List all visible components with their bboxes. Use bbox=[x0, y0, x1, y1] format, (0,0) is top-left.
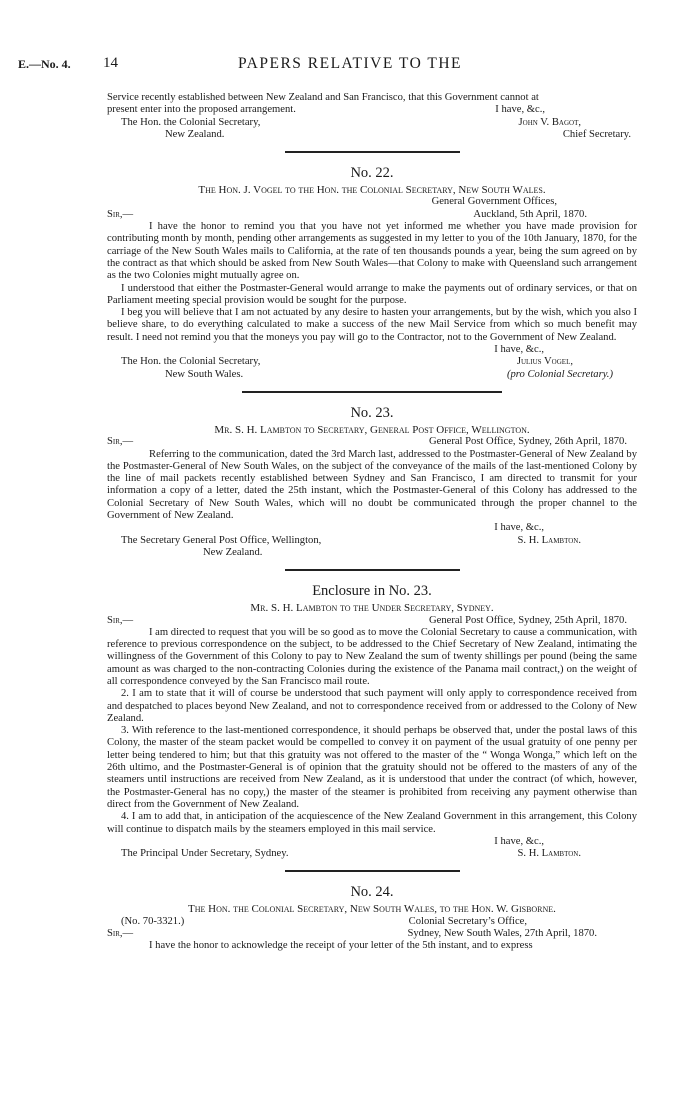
addressee: The Hon. the Colonial Secretary, bbox=[121, 116, 261, 128]
running-title: PAPERS RELATIVE TO THE bbox=[237, 55, 463, 72]
page-header bbox=[0, 55, 700, 75]
letter-no-23 bbox=[107, 405, 637, 559]
closing: I have, &c., bbox=[495, 104, 545, 116]
signatory-role: Chief Secretary. bbox=[562, 128, 631, 140]
letter-from-to: The Hon. J. Vogel to the Hon. the Colonial Secretary, New South Wales. bbox=[198, 184, 546, 197]
letter-date: General Post Office, Sydney, 26th April, 1870. bbox=[428, 436, 627, 448]
letter-office: Colonial Secretary’s Office, bbox=[408, 915, 527, 927]
section-divider bbox=[285, 569, 460, 571]
salutation: Sir,— bbox=[107, 208, 134, 220]
text-column bbox=[107, 92, 637, 953]
addressee-place: New South Wales. bbox=[165, 368, 244, 380]
letter-from-to: Mr. S. H. Lambton to Secretary, General Post Office, Wellington. bbox=[214, 423, 530, 436]
letter-date: General Post Office, Sydney, 25th April, 1870. bbox=[428, 614, 627, 626]
closing: I have, &c., bbox=[494, 522, 544, 534]
addressee-place: New Zealand. bbox=[165, 128, 225, 140]
letter-heading: No. 24. bbox=[350, 884, 394, 901]
letter-office: General Government Offices, bbox=[431, 196, 557, 208]
signatory: S. H. Lambton. bbox=[517, 534, 581, 546]
letter-from-to: Mr. S. H. Lambton to the Under Secretary, Sydney. bbox=[250, 602, 494, 615]
body-line: Service recently established between New Zealand and San Francisco, that this Government cannot at bbox=[107, 92, 539, 103]
letter-heading: No. 22. bbox=[350, 165, 394, 182]
addressee: The Principal Under Secretary, Sydney. bbox=[121, 848, 289, 860]
letter-heading: No. 23. bbox=[350, 404, 394, 421]
salutation: Sir,— bbox=[107, 928, 134, 940]
signatory: Julius Vogel, bbox=[516, 356, 573, 368]
letter-date: Auckland, 5th April, 1870. bbox=[473, 208, 587, 220]
paragraph: I have the honor to remind you that you have not yet informed me whether you have made provision for contributing month by month, pending other arrangements as suggested in my letter to you of the 10th January, 1870, for the carriage of the New South Wales mails to California, at the rate of ten thousands pounds a year, being the sum agreed on by the contract as that which should be asked from New South Wales—that Colony to make with Queensland such arrangement as the two Colonies might mutually agree on. bbox=[107, 221, 637, 282]
paragraph: I have the honor to acknowledge the receipt of your letter of the 5th instant, and to express bbox=[149, 940, 533, 952]
salutation: Sir,— bbox=[107, 614, 134, 626]
paragraph: 4. I am to add that, in anticipation of the acquiescence of the New Zealand Government in this arrangement, this Colony will continue to dispatch mails by the steamers employed in this mail service. bbox=[107, 811, 637, 835]
addressee: The Hon. the Colonial Secretary, bbox=[121, 356, 261, 368]
paragraph: 3. With reference to the last-mentioned correspondence, it should perhaps be observed that, under the postal laws of this Colony, the master of the steam packet would be compelled to convey it on payment of the usual gratuity of one penny per letter being tendered to him; but that this gratuity was not offered to the master of the “ Wonga Wonga,” which left on the 26th ultimo, and the Postmaster-General is of opinion that the gratuity should not be offered to the masters of any of the steamers until instructions are received from New Zealand, as it is understood that under the contract (of which, however, the Postmaster-General has no copy,) the master of the steamer is prohibited from receiving any payment otherwise than direct from the Government of New Zealand. bbox=[107, 725, 637, 810]
page-number: 14 bbox=[103, 55, 118, 71]
document-reference: E.—No. 4. bbox=[18, 57, 71, 71]
paragraph: Referring to the communication, dated the 3rd March last, addressed to the Postmaster-General of New Zealand by the Postmaster-General of New South Wales, on the subject of the conveyance of the mails of the last-mentioned Colony by the line of mail packets recently established between Sydney and San Francisco, I am directed to transmit for your information a copy of a letter, dated the 25th instant, which the Postmaster-General of this Colony has addressed to the Colonial Secretary of New South Wales, which will no doubt be communicated through the proper channel to the Government of New Zealand. bbox=[107, 448, 637, 522]
paragraph: I beg you will believe that I am not actuated by any desire to hasten your arrangements, but by the wish, which you also I believe share, to do everything calculated to make a success of the new Mail Service from which so much benefit may result. I need not remind you that the moneys you pay will go to the Contractor, not to the Government of New Zealand. bbox=[107, 307, 637, 343]
addressee: The Secretary General Post Office, Wellington, bbox=[121, 534, 322, 546]
salutation: Sir,— bbox=[107, 436, 134, 448]
section-divider bbox=[285, 870, 460, 872]
paragraph: I am directed to request that you will be so good as to move the Colonial Secretary to cause a communication, with reference to previous correspondence on the subject, to be addressed to the Chief Secretary of New Zealand, intimating the willingness of the Government of this Colony to pay to New Zealand the sum of twenty shillings per pound (being the same amount as was charged to the non-contracting Colonies during the existence of the Panama mail contract,) on the weight of all correspondence conveyed by the San Francisco mail route. bbox=[107, 626, 637, 687]
paragraph: I understood that either the Postmaster-General would arrange to make the payments out of ordinary services, or that on Parliament meeting special provision would be sought for the purpose. bbox=[107, 282, 637, 306]
previous-letter-end bbox=[107, 92, 637, 141]
enclosure-heading: Enclosure in No. 23. bbox=[312, 583, 432, 600]
closing: I have, &c., bbox=[494, 835, 544, 847]
signatory: S. H. Lambton. bbox=[517, 848, 581, 860]
letter-no-24 bbox=[107, 884, 637, 952]
letter-reference: (No. 70-3321.) bbox=[121, 915, 185, 927]
section-divider bbox=[242, 391, 502, 393]
enclosure-no-23 bbox=[107, 583, 637, 860]
addressee-place: New Zealand. bbox=[203, 546, 263, 558]
letter-no-22 bbox=[107, 165, 637, 381]
body-line: present enter into the proposed arrangement. bbox=[107, 104, 296, 116]
paragraph: 2. I am to state that it will of course be understood that such payment will only apply to correspondence received from and despatched to places beyond New Zealand, and not to correspondence received from or addressed to the Colony of New Zealand. bbox=[107, 688, 637, 724]
signatory: John V. Bagot, bbox=[518, 116, 581, 128]
letter-from-to: The Hon. the Colonial Secretary, New South Wales, to the Hon. W. Gisborne. bbox=[188, 903, 556, 916]
closing: I have, &c., bbox=[494, 344, 544, 356]
letter-date: Sydney, New South Wales, 27th April, 1870. bbox=[407, 928, 597, 940]
signatory-role: (pro Colonial Secretary.) bbox=[506, 368, 613, 380]
section-divider bbox=[285, 151, 460, 153]
